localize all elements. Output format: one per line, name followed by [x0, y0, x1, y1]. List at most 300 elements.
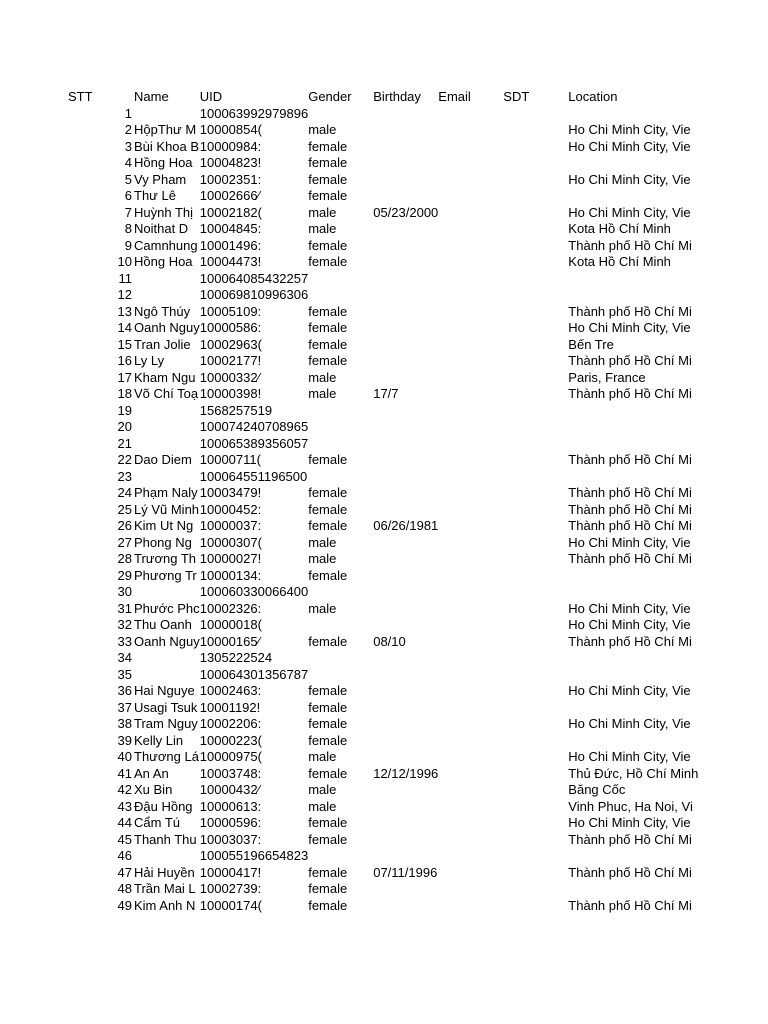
cell-location[interactable]: Bến Tre — [568, 336, 614, 352]
cell-location[interactable] — [568, 733, 698, 750]
cell-uid[interactable]: 10000018( — [199, 617, 262, 632]
cell-email[interactable] — [438, 254, 503, 271]
cell-birthday[interactable] — [373, 716, 438, 733]
cell-stt[interactable]: 41 — [117, 765, 132, 781]
cell-sdt[interactable] — [503, 733, 568, 750]
cell-uid[interactable]: 10000223( — [199, 732, 262, 748]
cell-stt[interactable]: 5 — [124, 171, 132, 187]
cell-gender[interactable]: female — [308, 138, 348, 154]
cell-email[interactable] — [438, 535, 503, 552]
cell-stt[interactable]: 24 — [117, 485, 132, 500]
cell-birthday[interactable]: 08/10 — [373, 633, 406, 649]
cell-uid[interactable]: 10001192! — [199, 699, 261, 715]
cell-name[interactable]: Võ Chí Toạ — [134, 386, 199, 401]
cell-gender[interactable]: female — [308, 501, 348, 517]
cell-email[interactable] — [438, 469, 503, 486]
cell-gender[interactable]: female — [308, 683, 348, 698]
cell-gender[interactable]: female — [308, 567, 348, 583]
cell-name[interactable]: HộpThư M — [134, 122, 197, 137]
cell-location[interactable]: Ho Chi Minh City, Vie — [568, 122, 691, 137]
cell-gender[interactable]: male — [308, 798, 337, 814]
cell-uid[interactable]: 10000854( — [199, 122, 262, 137]
cell-gender[interactable]: female — [308, 633, 348, 649]
cell-birthday[interactable] — [373, 221, 438, 238]
cell-email[interactable] — [438, 848, 503, 865]
cell-email[interactable] — [438, 650, 503, 667]
cell-uid[interactable]: 10000027! — [199, 551, 262, 566]
cell-stt[interactable]: 16 — [117, 353, 132, 368]
cell-name[interactable]: Cẩm Tú — [134, 815, 180, 830]
cell-gender[interactable]: female — [308, 732, 348, 748]
cell-gender[interactable]: male — [308, 221, 337, 236]
cell-location[interactable]: Thành phố Hồ Chí Mi — [568, 551, 692, 566]
cell-stt[interactable]: 27 — [117, 534, 132, 550]
cell-name[interactable]: Trương Th — [134, 551, 197, 566]
cell-stt[interactable]: 42 — [117, 782, 132, 797]
cell-gender[interactable]: male — [308, 600, 337, 616]
cell-birthday[interactable] — [373, 683, 438, 700]
cell-name[interactable]: Lý Vũ Minh — [134, 501, 200, 517]
cell-uid[interactable]: 100063992979896 — [199, 105, 309, 121]
cell-sdt[interactable] — [503, 436, 568, 453]
cell-location[interactable]: Thành phố Hồ Chí Mi — [568, 831, 692, 847]
cell-gender[interactable] — [308, 848, 373, 865]
cell-stt[interactable]: 7 — [124, 204, 132, 220]
cell-name[interactable]: Phương Tr — [134, 567, 197, 583]
cell-uid[interactable]: 10000174( — [199, 897, 262, 913]
cell-sdt[interactable] — [503, 485, 568, 502]
cell-sdt[interactable] — [503, 370, 568, 387]
cell-location[interactable]: Thành phố Hồ Chí Mi — [568, 353, 692, 368]
cell-gender[interactable] — [308, 403, 373, 420]
cell-birthday[interactable] — [373, 122, 438, 139]
cell-location[interactable]: Ho Chi Minh City, Vie — [568, 683, 691, 698]
cell-birthday[interactable] — [373, 799, 438, 816]
cell-stt[interactable]: 30 — [117, 584, 132, 599]
cell-birthday[interactable] — [373, 469, 438, 486]
cell-birthday[interactable] — [373, 650, 438, 667]
cell-sdt[interactable] — [503, 518, 568, 535]
cell-location[interactable]: Ho Chi Minh City, Vie — [568, 815, 691, 830]
cell-email[interactable] — [438, 518, 503, 535]
cell-uid[interactable]: 10000332⁄ — [199, 369, 260, 385]
cell-name[interactable]: Phong Ng — [134, 534, 192, 550]
cell-email[interactable] — [438, 188, 503, 205]
cell-stt[interactable]: 46 — [117, 848, 132, 863]
cell-location[interactable] — [568, 469, 698, 486]
cell-name[interactable]: Tram Nguy — [134, 716, 198, 731]
cell-uid[interactable]: 10001496: — [199, 237, 262, 253]
cell-stt[interactable]: 37 — [117, 699, 132, 715]
cell-sdt[interactable] — [503, 535, 568, 552]
cell-stt[interactable]: 21 — [117, 435, 132, 451]
cell-birthday[interactable] — [373, 832, 438, 849]
cell-birthday[interactable] — [373, 485, 438, 502]
cell-name[interactable] — [134, 667, 200, 684]
cell-birthday[interactable] — [373, 155, 438, 172]
cell-location[interactable] — [568, 271, 698, 288]
cell-email[interactable] — [438, 568, 503, 585]
cell-email[interactable] — [438, 749, 503, 766]
cell-stt[interactable]: 28 — [117, 551, 132, 566]
cell-stt[interactable]: 22 — [117, 452, 132, 467]
cell-gender[interactable]: female — [308, 831, 348, 847]
cell-sdt[interactable] — [503, 716, 568, 733]
cell-email[interactable] — [438, 419, 503, 436]
cell-name[interactable] — [134, 419, 200, 436]
cell-birthday[interactable] — [373, 403, 438, 420]
cell-location[interactable] — [568, 106, 698, 123]
cell-birthday[interactable] — [373, 139, 438, 156]
cell-email[interactable] — [438, 584, 503, 601]
cell-location[interactable]: Thành phố Hồ Chí Mi — [568, 303, 692, 319]
cell-uid[interactable]: 1305222524 — [199, 650, 273, 665]
cell-birthday[interactable] — [373, 502, 438, 519]
cell-stt[interactable]: 32 — [117, 617, 132, 632]
cell-sdt[interactable] — [503, 353, 568, 370]
cell-stt[interactable]: 33 — [117, 633, 132, 649]
cell-birthday[interactable] — [373, 271, 438, 288]
cell-birthday[interactable] — [373, 436, 438, 453]
cell-birthday[interactable] — [373, 304, 438, 321]
cell-location[interactable]: Thủ Đức, Hồ Chí Minh — [568, 765, 699, 781]
cell-location[interactable] — [568, 436, 698, 453]
cell-gender[interactable]: female — [308, 716, 348, 731]
cell-stt[interactable]: 25 — [117, 501, 132, 517]
cell-birthday[interactable]: 17/7 — [373, 386, 399, 401]
cell-uid[interactable]: 100065389356057 — [199, 435, 309, 451]
cell-location[interactable] — [568, 584, 698, 601]
cell-birthday[interactable] — [373, 700, 438, 717]
cell-name[interactable]: Thanh Thu — [134, 831, 197, 847]
cell-name[interactable] — [134, 403, 200, 420]
cell-sdt[interactable] — [503, 155, 568, 172]
cell-location[interactable]: Kota Hồ Chí Minh — [568, 221, 671, 236]
cell-sdt[interactable] — [503, 766, 568, 783]
cell-stt[interactable]: 38 — [117, 716, 132, 731]
cell-gender[interactable]: male — [308, 386, 337, 401]
cell-uid[interactable]: 10003479! — [199, 485, 262, 500]
cell-name[interactable]: Vy Pham — [134, 171, 187, 187]
cell-sdt[interactable] — [503, 584, 568, 601]
cell-location[interactable]: Thành phố Hồ Chí Mi — [568, 518, 692, 533]
cell-name[interactable]: Trần Mai L — [134, 881, 196, 896]
cell-birthday[interactable] — [373, 584, 438, 601]
cell-uid[interactable]: 10000452: — [199, 501, 262, 517]
cell-birthday[interactable] — [373, 601, 438, 618]
cell-gender[interactable]: female — [308, 485, 348, 500]
cell-email[interactable] — [438, 716, 503, 733]
cell-stt[interactable]: 12 — [117, 287, 132, 302]
cell-stt[interactable]: 17 — [117, 369, 132, 385]
cell-gender[interactable] — [308, 287, 373, 304]
cell-location[interactable]: Thành phố Hồ Chí Mi — [568, 485, 692, 500]
cell-birthday[interactable] — [373, 254, 438, 271]
cell-birthday[interactable] — [373, 370, 438, 387]
cell-location[interactable] — [568, 403, 698, 420]
cell-gender[interactable] — [308, 650, 373, 667]
cell-birthday[interactable] — [373, 881, 438, 898]
cell-sdt[interactable] — [503, 188, 568, 205]
cell-stt[interactable]: 3 — [124, 138, 132, 154]
cell-email[interactable] — [438, 238, 503, 255]
cell-location[interactable]: Thành phố Hồ Chí Mi — [568, 386, 692, 401]
cell-email[interactable] — [438, 452, 503, 469]
cell-email[interactable] — [438, 403, 503, 420]
cell-gender[interactable]: female — [308, 237, 348, 253]
cell-name[interactable]: Kham Ngu — [134, 369, 196, 385]
cell-sdt[interactable] — [503, 568, 568, 585]
cell-sdt[interactable] — [503, 419, 568, 436]
cell-email[interactable] — [438, 782, 503, 799]
cell-stt[interactable]: 9 — [124, 237, 132, 253]
cell-birthday[interactable] — [373, 848, 438, 865]
cell-gender[interactable]: female — [308, 881, 348, 896]
cell-uid[interactable]: 100055196654823 — [199, 848, 309, 863]
cell-sdt[interactable] — [503, 832, 568, 849]
cell-uid[interactable]: 10002206: — [199, 716, 262, 731]
cell-uid[interactable]: 100064085432257 — [199, 270, 309, 286]
cell-gender[interactable]: female — [308, 171, 348, 187]
cell-sdt[interactable] — [503, 683, 568, 700]
cell-location[interactable]: Ho Chi Minh City, Vie — [568, 600, 691, 616]
cell-name[interactable]: Hải Huyền — [134, 864, 195, 880]
cell-email[interactable] — [438, 766, 503, 783]
cell-location[interactable]: Thành phố Hồ Chí Mi — [568, 864, 692, 880]
cell-birthday[interactable]: 05/23/2000 — [373, 204, 439, 220]
cell-birthday[interactable] — [373, 452, 438, 469]
cell-uid[interactable]: 10002182( — [199, 204, 262, 220]
cell-email[interactable] — [438, 485, 503, 502]
cell-stt[interactable]: 20 — [117, 419, 132, 434]
cell-sdt[interactable] — [503, 205, 568, 222]
cell-email[interactable] — [438, 601, 503, 618]
cell-name[interactable]: Xu Bin — [134, 782, 173, 797]
cell-uid[interactable]: 10002666⁄ — [199, 188, 260, 203]
cell-location[interactable]: Thành phố Hồ Chí Mi — [568, 897, 692, 913]
cell-location[interactable] — [568, 881, 698, 898]
cell-birthday[interactable]: 07/11/1996 — [373, 864, 438, 880]
cell-sdt[interactable] — [503, 782, 568, 799]
cell-uid[interactable]: 10005109: — [199, 303, 262, 319]
cell-gender[interactable]: female — [308, 320, 348, 335]
cell-gender[interactable] — [308, 419, 373, 436]
cell-location[interactable]: Ho Chi Minh City, Vie — [568, 171, 691, 187]
cell-email[interactable] — [438, 320, 503, 337]
cell-sdt[interactable] — [503, 271, 568, 288]
cell-birthday[interactable] — [373, 172, 438, 189]
cell-sdt[interactable] — [503, 848, 568, 865]
cell-name[interactable]: Kim Ut Ng — [134, 518, 194, 533]
cell-uid[interactable]: 10000134: — [199, 567, 262, 583]
cell-gender[interactable]: female — [308, 765, 348, 781]
cell-name[interactable]: Huỳnh Thị — [134, 204, 194, 220]
cell-gender[interactable] — [308, 617, 373, 634]
cell-sdt[interactable] — [503, 650, 568, 667]
cell-uid[interactable]: 10000432⁄ — [199, 782, 260, 797]
cell-name[interactable]: Bùi Khoa B — [134, 138, 200, 154]
cell-email[interactable] — [438, 436, 503, 453]
cell-gender[interactable]: female — [308, 336, 348, 352]
cell-sdt[interactable] — [503, 469, 568, 486]
cell-name[interactable]: Tran Jolie — [134, 336, 191, 352]
cell-email[interactable] — [438, 221, 503, 238]
cell-gender[interactable]: female — [308, 897, 348, 913]
cell-stt[interactable]: 31 — [117, 600, 132, 616]
cell-stt[interactable]: 11 — [118, 270, 132, 286]
cell-email[interactable] — [438, 700, 503, 717]
cell-stt[interactable]: 26 — [117, 518, 132, 533]
cell-name[interactable]: Oanh Nguy — [134, 320, 200, 335]
cell-birthday[interactable] — [373, 551, 438, 568]
cell-location[interactable] — [568, 848, 698, 865]
cell-email[interactable] — [438, 386, 503, 403]
cell-email[interactable] — [438, 502, 503, 519]
cell-sdt[interactable] — [503, 221, 568, 238]
cell-uid[interactable]: 100060330066400 — [199, 584, 309, 599]
cell-stt[interactable]: 13 — [117, 303, 132, 319]
cell-email[interactable] — [438, 155, 503, 172]
cell-uid[interactable]: 10000613: — [199, 798, 262, 814]
cell-uid[interactable]: 10002177! — [199, 353, 262, 368]
cell-location[interactable] — [568, 700, 698, 717]
cell-location[interactable]: Ho Chi Minh City, Vie — [568, 320, 691, 335]
cell-uid[interactable]: 10004845: — [199, 221, 262, 236]
cell-birthday[interactable]: 12/12/1996 — [373, 765, 439, 781]
cell-name[interactable] — [134, 469, 200, 486]
cell-email[interactable] — [438, 815, 503, 832]
cell-name[interactable]: Thư Lê — [134, 188, 176, 203]
cell-uid[interactable]: 1568257519 — [199, 402, 273, 418]
cell-uid[interactable]: 10000165⁄ — [199, 633, 260, 649]
cell-email[interactable] — [438, 271, 503, 288]
cell-sdt[interactable] — [503, 238, 568, 255]
cell-location[interactable] — [568, 667, 698, 684]
cell-birthday[interactable] — [373, 733, 438, 750]
cell-uid[interactable]: 10003037: — [199, 831, 262, 847]
cell-email[interactable] — [438, 634, 503, 651]
cell-sdt[interactable] — [503, 865, 568, 882]
cell-name[interactable]: Hồng Hoa — [134, 155, 193, 170]
cell-name[interactable] — [134, 271, 200, 288]
cell-location[interactable]: Thành phố Hồ Chí Mi — [568, 501, 692, 517]
cell-email[interactable] — [438, 205, 503, 222]
cell-gender[interactable]: male — [308, 749, 337, 764]
cell-birthday[interactable] — [373, 238, 438, 255]
cell-gender[interactable]: female — [308, 254, 348, 269]
cell-uid[interactable]: 100064551196500 — [199, 468, 308, 484]
cell-name[interactable]: Thương Lá — [134, 749, 199, 764]
cell-birthday[interactable] — [373, 782, 438, 799]
cell-name[interactable]: Kelly Lin — [134, 732, 184, 748]
cell-sdt[interactable] — [503, 122, 568, 139]
cell-uid[interactable]: 10000596: — [199, 815, 262, 830]
cell-sdt[interactable] — [503, 320, 568, 337]
cell-birthday[interactable] — [373, 188, 438, 205]
cell-uid[interactable]: 10000586: — [199, 320, 262, 335]
cell-email[interactable] — [438, 551, 503, 568]
cell-location[interactable]: Thành phố Hồ Chí Mi — [568, 633, 692, 649]
cell-stt[interactable]: 4 — [124, 155, 132, 170]
cell-stt[interactable]: 40 — [117, 749, 132, 764]
cell-birthday[interactable]: 06/26/1981 — [373, 518, 439, 533]
cell-email[interactable] — [438, 733, 503, 750]
cell-email[interactable] — [438, 683, 503, 700]
cell-gender[interactable] — [308, 667, 373, 684]
cell-birthday[interactable] — [373, 419, 438, 436]
cell-name[interactable]: Ngô Thúy — [134, 303, 191, 319]
cell-email[interactable] — [438, 287, 503, 304]
cell-uid[interactable]: 10000417! — [199, 864, 262, 880]
cell-birthday[interactable] — [373, 568, 438, 585]
cell-location[interactable] — [568, 568, 698, 585]
cell-gender[interactable]: female — [308, 699, 348, 715]
cell-sdt[interactable] — [503, 139, 568, 156]
cell-sdt[interactable] — [503, 634, 568, 651]
cell-name[interactable]: Camnhung — [134, 237, 198, 253]
cell-sdt[interactable] — [503, 502, 568, 519]
cell-name[interactable]: Kim Anh N — [134, 897, 196, 913]
cell-name[interactable] — [134, 106, 200, 123]
cell-email[interactable] — [438, 122, 503, 139]
cell-gender[interactable] — [308, 271, 373, 288]
cell-birthday[interactable] — [373, 287, 438, 304]
cell-name[interactable]: Ly Ly — [134, 353, 165, 368]
cell-uid[interactable]: 10003748: — [199, 765, 262, 781]
cell-email[interactable] — [438, 172, 503, 189]
cell-sdt[interactable] — [503, 551, 568, 568]
cell-name[interactable] — [134, 848, 200, 865]
cell-birthday[interactable] — [373, 749, 438, 766]
cell-stt[interactable]: 34 — [117, 650, 132, 665]
cell-uid[interactable]: 10000711( — [199, 452, 261, 467]
cell-gender[interactable]: female — [308, 155, 348, 170]
cell-stt[interactable]: 35 — [117, 666, 132, 682]
cell-uid[interactable]: 100064301356787 — [199, 666, 309, 682]
cell-sdt[interactable] — [503, 749, 568, 766]
cell-gender[interactable]: female — [308, 518, 348, 533]
cell-name[interactable]: Hồng Hoa — [134, 254, 193, 269]
cell-sdt[interactable] — [503, 403, 568, 420]
cell-uid[interactable]: 10002463: — [199, 683, 262, 698]
cell-gender[interactable] — [308, 436, 373, 453]
cell-name[interactable]: Phạm Naly — [134, 485, 198, 500]
cell-gender[interactable]: male — [308, 204, 337, 220]
cell-location[interactable]: Kota Hồ Chí Minh — [568, 254, 671, 269]
cell-location[interactable]: Ho Chi Minh City, Vie — [568, 204, 691, 220]
cell-gender[interactable] — [308, 106, 373, 123]
cell-location[interactable] — [568, 155, 698, 172]
cell-email[interactable] — [438, 337, 503, 354]
cell-uid[interactable]: 10000307( — [199, 534, 262, 550]
cell-sdt[interactable] — [503, 337, 568, 354]
cell-email[interactable] — [438, 667, 503, 684]
cell-location[interactable] — [568, 650, 698, 667]
cell-sdt[interactable] — [503, 254, 568, 271]
cell-email[interactable] — [438, 898, 503, 915]
cell-gender[interactable]: male — [308, 369, 337, 385]
cell-uid[interactable]: 10004473! — [199, 254, 262, 269]
cell-gender[interactable]: male — [308, 122, 337, 137]
cell-location[interactable]: Ho Chi Minh City, Vie — [568, 534, 691, 550]
cell-sdt[interactable] — [503, 881, 568, 898]
cell-email[interactable] — [438, 353, 503, 370]
cell-stt[interactable]: 45 — [117, 831, 132, 847]
cell-uid[interactable]: 10004823! — [199, 155, 262, 170]
cell-location[interactable]: Băng Cốc — [568, 782, 626, 797]
cell-name[interactable]: Phước Phc — [134, 600, 200, 616]
cell-gender[interactable]: female — [308, 188, 348, 203]
